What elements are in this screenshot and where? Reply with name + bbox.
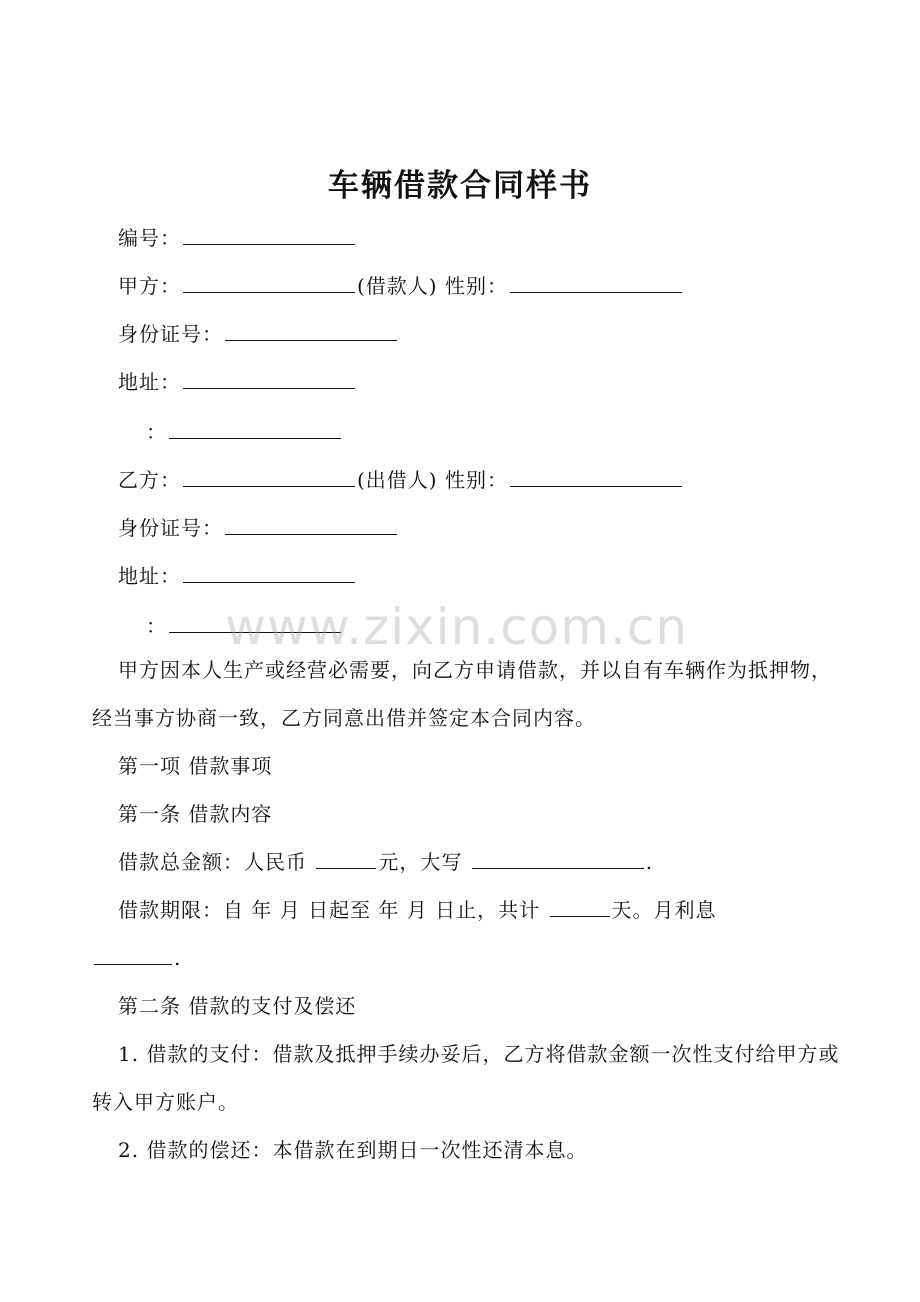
document-title: 车辆借款合同样书 bbox=[328, 168, 592, 204]
payment-item: 1. 借款的支付：借款及抵押手续办妥后，乙方将借款金额一次性支付给甲方或转入甲方账户。 bbox=[92, 1042, 840, 1114]
contract-number-line bbox=[118, 224, 357, 252]
party-a-address-blank[interactable] bbox=[183, 368, 355, 389]
party-b-id-line bbox=[118, 514, 399, 542]
party-b-label: 乙方： bbox=[118, 468, 181, 492]
party-b-address-line bbox=[118, 562, 357, 590]
loan-period-line bbox=[118, 896, 717, 924]
monthly-interest-end: . bbox=[174, 946, 182, 970]
party-b-extra-line bbox=[146, 612, 343, 640]
loan-amount-end: . bbox=[645, 850, 654, 874]
section1-heading: 第一项 借款事项 bbox=[118, 754, 273, 778]
article1-heading: 第一条 借款内容 bbox=[118, 802, 273, 826]
contract-number-label: 编号： bbox=[118, 226, 181, 250]
party-a-address-label: 地址： bbox=[118, 370, 181, 394]
party-a-address-line bbox=[118, 368, 357, 396]
party-b-address-label: 地址： bbox=[118, 564, 181, 588]
party-a-id-blank[interactable] bbox=[225, 320, 397, 341]
party-b-line bbox=[118, 466, 684, 494]
party-a-extra-line bbox=[146, 418, 343, 446]
party-a-extra-colon: ： bbox=[146, 420, 167, 444]
party-a-label: 甲方： bbox=[118, 274, 181, 298]
party-a-role: (借款人) bbox=[357, 274, 438, 298]
party-a-line bbox=[118, 272, 684, 300]
loan-amount-unit: 元，大写 bbox=[378, 850, 463, 874]
intro-paragraph: 甲方因本人生产或经营必需要，向乙方申请借款，并以自有车辆作为抵押物，经当事方协商一致，乙方同意出借并签定本合同内容。 bbox=[92, 658, 832, 730]
repayment-item: 2. 借款的偿还：本借款在到期日一次性还清本息。 bbox=[118, 1138, 588, 1162]
loan-amount-words-blank[interactable] bbox=[472, 848, 644, 869]
article2-heading: 第二条 借款的支付及偿还 bbox=[118, 994, 357, 1018]
party-b-address-blank[interactable] bbox=[183, 562, 355, 583]
monthly-interest-blank[interactable] bbox=[94, 944, 172, 965]
loan-amount-label: 借款总金额：人民币 bbox=[118, 850, 307, 874]
loan-period-days-blank[interactable] bbox=[550, 896, 610, 917]
party-b-id-blank[interactable] bbox=[225, 514, 397, 535]
loan-amount-blank[interactable] bbox=[316, 848, 376, 869]
monthly-interest-line bbox=[92, 944, 181, 972]
party-a-gender-label: 性别： bbox=[444, 274, 508, 298]
party-a-id-label: 身份证号： bbox=[118, 322, 223, 346]
party-a-gender-blank[interactable] bbox=[510, 272, 682, 293]
party-a-id-line bbox=[118, 320, 399, 348]
party-b-name-blank[interactable] bbox=[183, 466, 355, 487]
party-a-name-blank[interactable] bbox=[183, 272, 355, 293]
party-b-gender-label: 性别： bbox=[444, 468, 508, 492]
party-a-extra-blank[interactable] bbox=[169, 418, 341, 439]
party-b-extra-blank[interactable] bbox=[169, 612, 341, 633]
party-b-id-label: 身份证号： bbox=[118, 516, 223, 540]
party-b-role: (出借人) bbox=[357, 468, 438, 492]
loan-period-text: 借款期限：自 年 月 日起至 年 月 日止，共计 bbox=[118, 898, 541, 922]
party-b-extra-colon: ： bbox=[146, 614, 167, 638]
loan-period-unit: 天。月利息 bbox=[611, 898, 717, 922]
loan-amount-line bbox=[118, 848, 653, 876]
watermark: www.zixin.com.cn bbox=[225, 598, 689, 656]
contract-number-blank[interactable] bbox=[183, 224, 355, 245]
party-b-gender-blank[interactable] bbox=[510, 466, 682, 487]
